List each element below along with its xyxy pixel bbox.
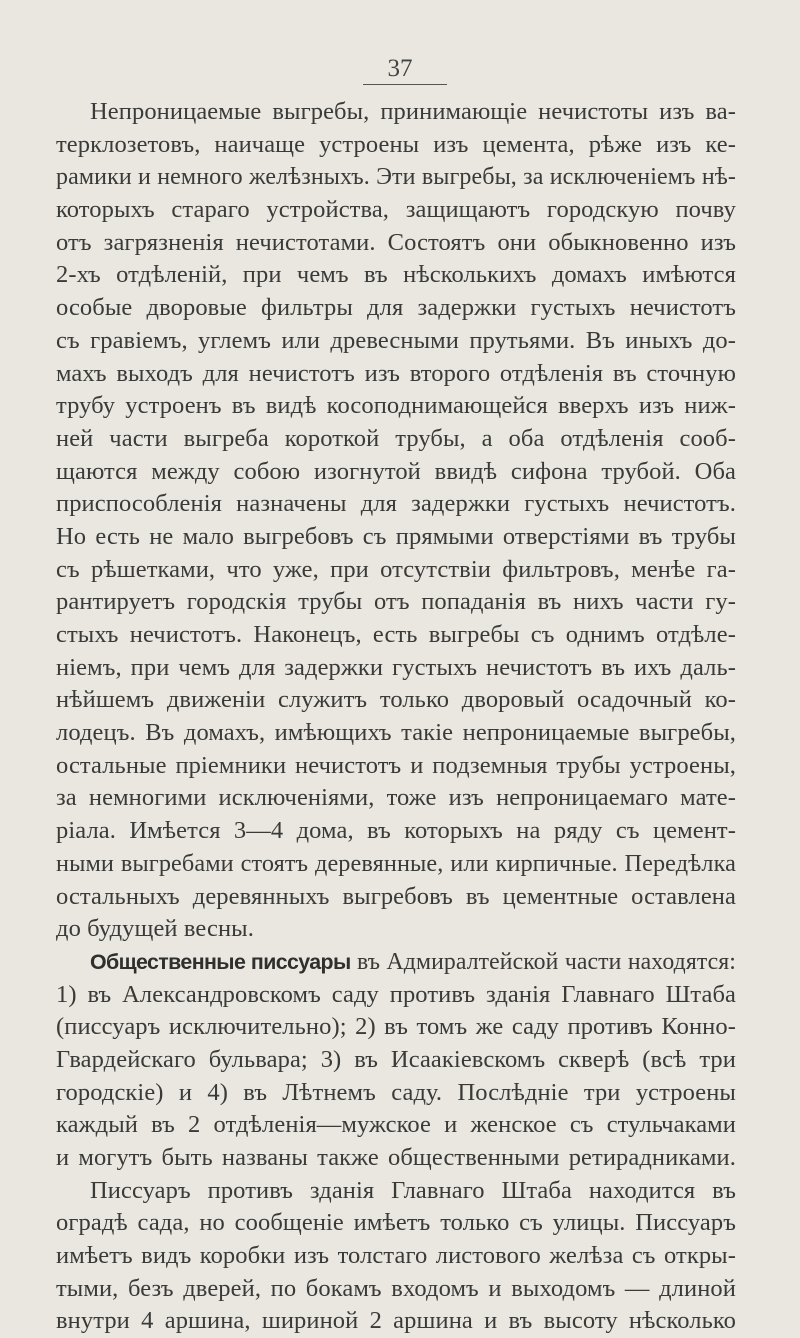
paragraph-line: трубу устроенъ въ видѣ косоподнимающейся вверхъ изъ ниж- xyxy=(56,392,736,420)
paragraph-line: съ рѣшетками, что уже, при отсутствіи фильтровъ, менѣе га- xyxy=(56,555,736,583)
paragraph-line: ней части выгреба короткой трубы, а оба отдѣленія сооб- xyxy=(56,424,736,452)
heading-line-rest: въ Адмиралтейской части находятся: xyxy=(350,948,736,975)
paragraph-line xyxy=(56,946,736,979)
paragraph-line: нѣйшемъ движеніи служитъ только дворовый осадочный ко- xyxy=(56,686,736,714)
paragraph xyxy=(56,946,736,1175)
paragraph xyxy=(56,96,736,946)
paragraph-line: стыхъ нечистотъ. Наконецъ, есть выгребы съ однимъ отдѣле- xyxy=(56,621,736,648)
paragraph-line: 2-хъ отдѣленій, при чемъ въ нѣсколькихъ домахъ имѣются xyxy=(56,261,736,289)
paragraph-line: которыхъ стараго устройства, защищаютъ городскую почву xyxy=(56,196,736,224)
paragraph-line: городскіе) и 4) въ Лѣтнемъ саду. Послѣдніе три устроены xyxy=(56,1078,736,1106)
paragraph-line: оградѣ сада, но сообщеніе имѣетъ только съ улицы. Писсуаръ xyxy=(56,1209,736,1237)
paragraph-line: щаются между собою изогнутой ввидѣ сифона трубой. Оба xyxy=(56,457,736,485)
paragraph-line: 1) въ Александровскомъ саду противъ зданія Главнаго Штаба xyxy=(56,980,736,1008)
paragraph-line: за немногими исключеніями, тоже изъ непроницаемаго мате- xyxy=(56,784,736,812)
paragraph-line: отъ загрязненія нечистотами. Состоятъ они обыкновенно изъ xyxy=(56,228,736,256)
paragraph-line: имѣетъ видъ коробки изъ толстаго листового желѣза съ откры- xyxy=(56,1242,736,1270)
paragraph-line: каждый въ 2 отдѣленія—мужское и женское съ стульчаками xyxy=(56,1111,736,1139)
paragraph-line: (писсуаръ исключительно); 2) въ томъ же саду противъ Конно- xyxy=(56,1013,736,1041)
paragraph-line: внутри 4 аршина, шириной 2 аршина и въ высоту нѣсколько xyxy=(56,1307,736,1335)
paragraph-line: махъ выходъ для нечистотъ изъ второго отдѣленія въ сточную xyxy=(56,359,736,387)
paragraph-line: Гвардейскаго бульвара; 3) въ Исаакіевскомъ скверѣ (всѣ три xyxy=(56,1045,736,1073)
paragraph-line: ными выгребами стоятъ деревянные, или кирпичные. Передѣлка xyxy=(56,849,736,877)
paragraph-line: ніемъ, при чемъ для задержки густыхъ нечистотъ въ ихъ даль- xyxy=(56,653,736,681)
paragraph-line: лодецъ. Въ домахъ, имѣющихъ такіе непроницаемые выгребы, xyxy=(56,719,736,747)
header-rule xyxy=(363,84,447,85)
paragraph-line: остальные пріемники нечистотъ и подземныя трубы устроены, xyxy=(56,751,736,779)
paragraph xyxy=(56,1175,736,1338)
paragraph-line: Писсуаръ противъ зданія Главнаго Штаба находится въ xyxy=(90,1176,736,1204)
paragraph-line: Но есть не мало выгребовъ съ прямыми отверстіями въ трубы xyxy=(56,522,736,550)
paragraph-line: особые дворовые фильтры для задержки густыхъ нечистотъ xyxy=(56,294,736,322)
paragraph-line: рантируетъ городскія трубы отъ попаданія въ нихъ части гу- xyxy=(56,588,736,616)
paragraph-line: приспособленія назначены для задержки густыхъ нечистотъ. xyxy=(56,490,736,518)
paragraph-line: терклозетовъ, наичаще устроены изъ цемента, рѣже изъ ке- xyxy=(56,130,736,158)
paragraph-line: и могутъ быть названы также общественными ретирадниками. xyxy=(56,1144,736,1171)
body-text xyxy=(56,96,736,1338)
paragraph-line: съ гравіемъ, углемъ или древесными прутьями. Въ иныхъ до- xyxy=(56,326,736,354)
paragraph-line: рамики и немного желѣзныхъ. Эти выгребы, за исключеніемъ нѣ- xyxy=(56,164,736,191)
paragraph-line: тыми, безъ дверей, по бокамъ входомъ и выходомъ — длиной xyxy=(56,1274,736,1302)
paragraph-line: Непроницаемые выгребы, принимающіе нечистоты изъ ва- xyxy=(90,98,736,125)
section-heading: Общественные писсуары xyxy=(90,949,351,974)
page-number: 37 xyxy=(387,55,413,82)
paragraph-line: ріала. Имѣется 3—4 дома, въ которыхъ на ряду съ цемент- xyxy=(56,817,736,845)
paragraph-line: до будущей весны. xyxy=(56,915,254,943)
paragraph-line: остальныхъ деревянныхъ выгребовъ въ цементные оставлена xyxy=(56,882,736,910)
